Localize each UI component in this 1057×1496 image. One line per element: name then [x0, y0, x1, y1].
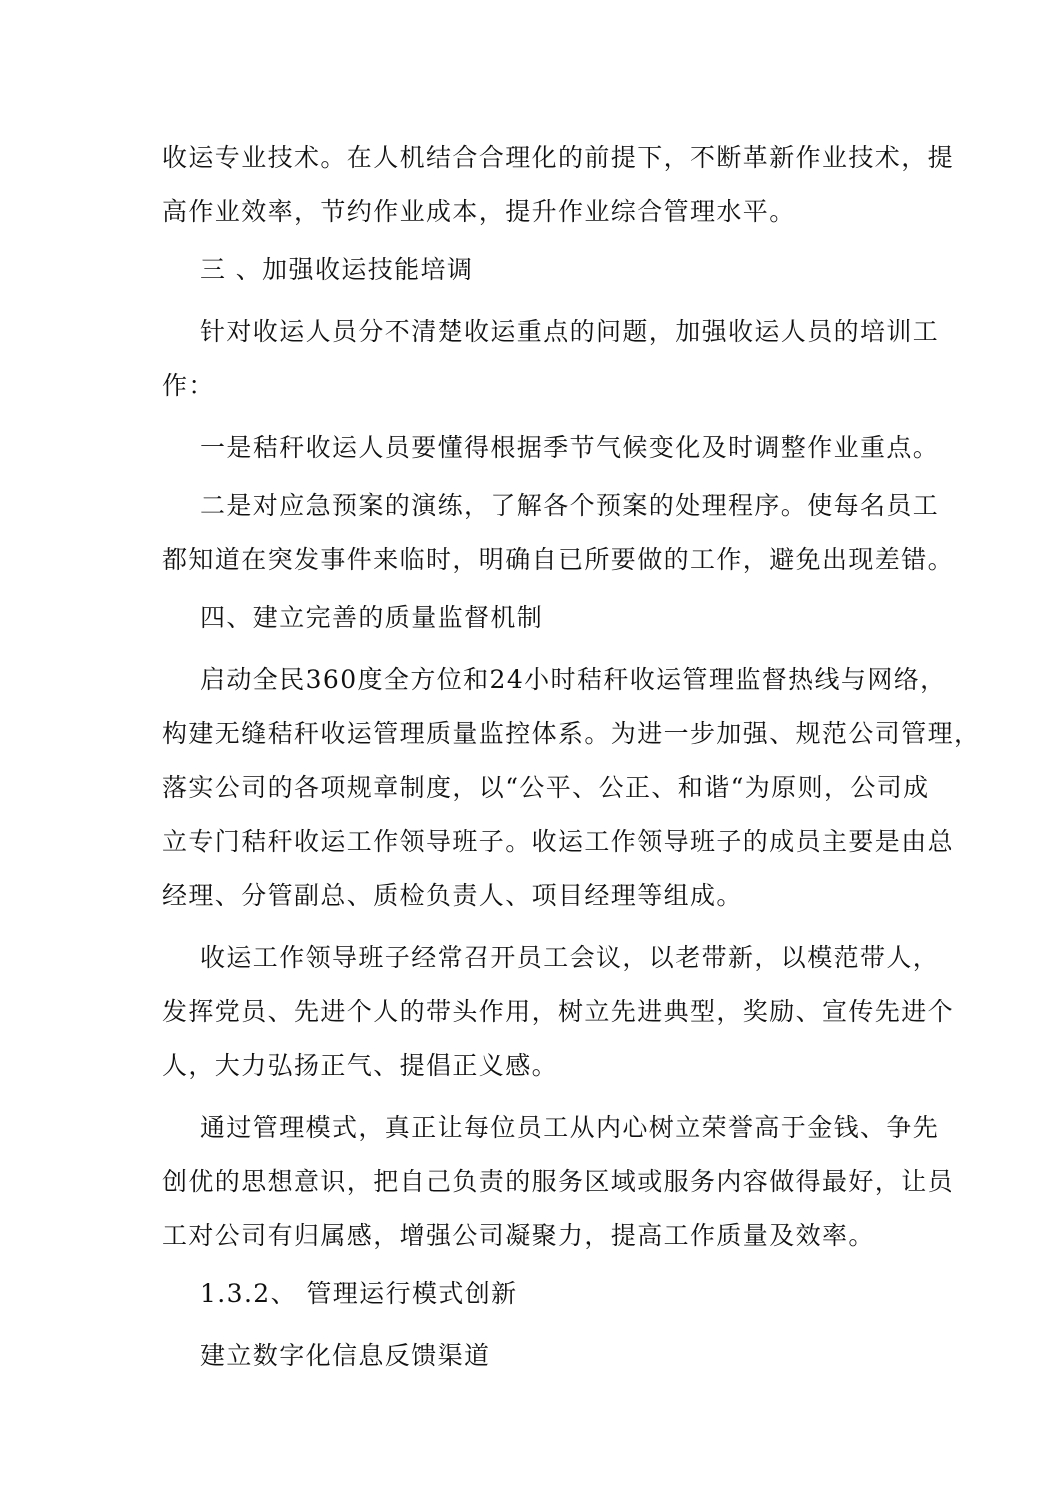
paragraph-line: 经理、分管副总、质检负责人、项目经理等组成。 — [162, 881, 743, 910]
paragraph-line: 启动全民360度全方位和24小时秸秆收运管理监督热线与网络， — [200, 665, 947, 694]
paragraph-line: 作： — [162, 371, 215, 400]
paragraph-line: 收运工作领导班子经常召开员工会议，以老带新，以模范带人， — [200, 943, 940, 972]
paragraph-line: 工对公司有归属感，增强公司凝聚力，提高工作质量及效率。 — [162, 1221, 875, 1250]
paragraph-line: 针对收运人员分不清楚收运重点的问题，加强收运人员的培训工 — [200, 317, 940, 346]
paragraph-line: 构建无缝秸秆收运管理质量监控体系。为进一步加强、规范公司管理， — [162, 719, 981, 748]
paragraph-line: 落实公司的各项规章制度，以“公平、公正、和谐“为原则，公司成 — [162, 773, 930, 802]
section-heading: 1.3.2、 管理运行模式创新 — [200, 1279, 518, 1308]
paragraph-line: 发挥党员、先进个人的带头作用，树立先进典型，奖励、宣传先进个 — [162, 997, 955, 1026]
section-heading: 三 、加强收运技能培调 — [200, 255, 474, 284]
paragraph-line: 人，大力弘扬正气、提倡正义感。 — [162, 1051, 559, 1080]
paragraph-line: 立专门秸秆收运工作领导班子。收运工作领导班子的成员主要是由总 — [162, 827, 955, 856]
paragraph-line: 创优的思想意识，把自己负责的服务区域或服务内容做得最好，让员 — [162, 1167, 955, 1196]
section-heading: 四、建立完善的质量监督机制 — [200, 603, 544, 632]
paragraph-line: 收运专业技术。在人机结合合理化的前提下，不断革新作业技术，提 — [162, 143, 955, 172]
paragraph-line: 一是秸秆收运人员要懂得根据季节气候变化及时调整作业重点。 — [200, 433, 940, 462]
paragraph-line: 高作业效率，节约作业成本，提升作业综合管理水平。 — [162, 197, 796, 226]
paragraph-line: 通过管理模式，真正让每位员工从内心树立荣誉高于金钱、争先 — [200, 1113, 940, 1142]
paragraph-line: 建立数字化信息反馈渠道 — [200, 1341, 491, 1370]
document-body — [162, 138, 981, 1376]
paragraph-line: 二是对应急预案的演练，了解各个预案的处理程序。使每名员工 — [200, 491, 940, 520]
paragraph-line: 都知道在突发事件来临时，明确自已所要做的工作，避免出现差错。 — [162, 545, 955, 574]
